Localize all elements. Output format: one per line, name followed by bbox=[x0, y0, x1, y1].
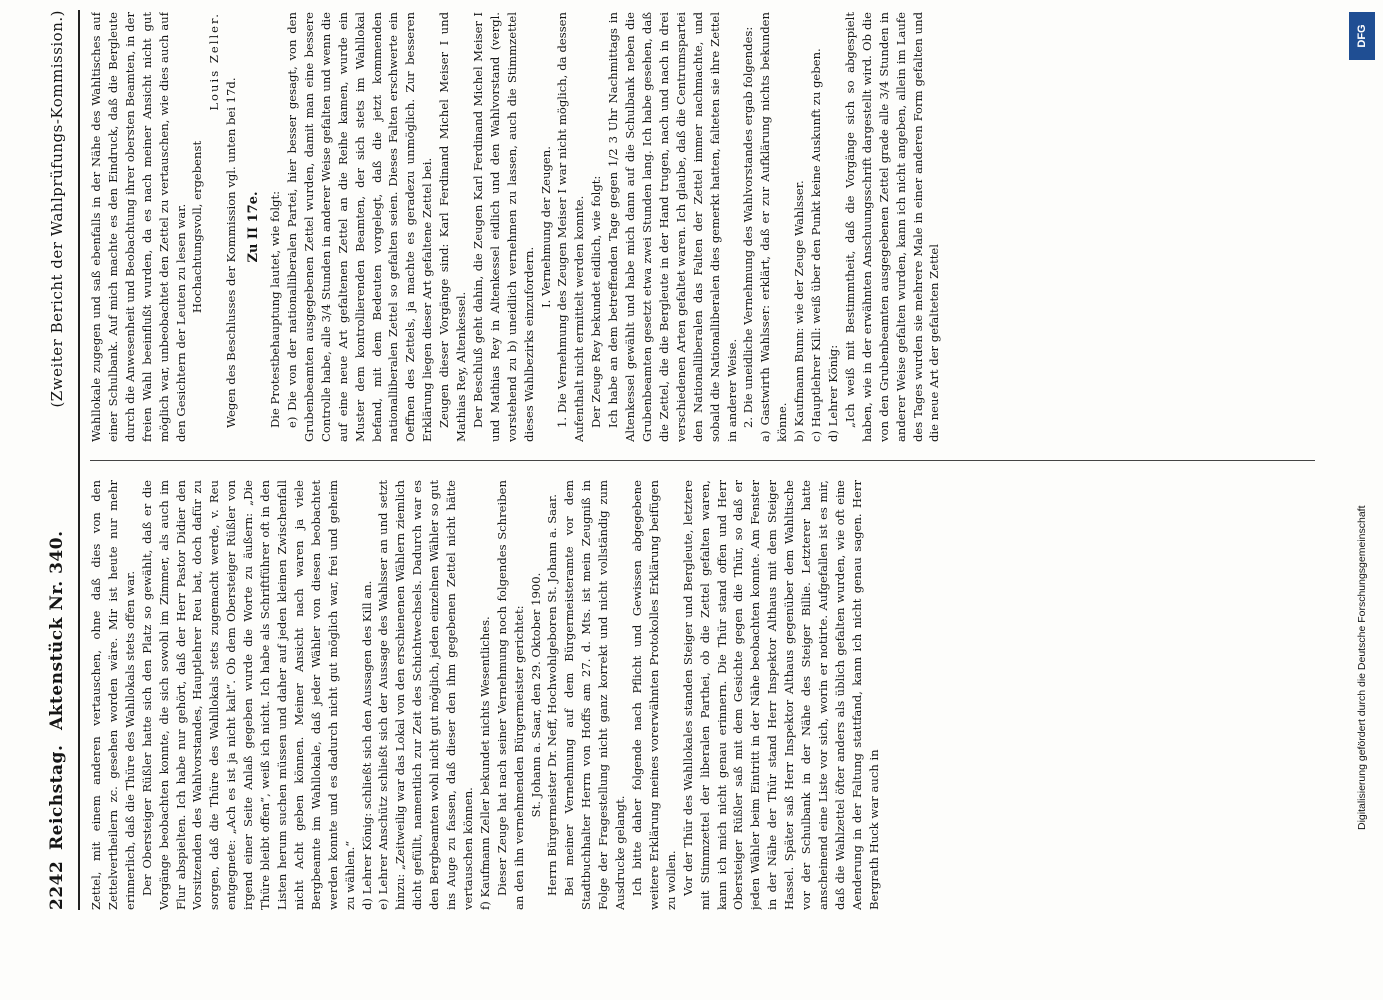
paragraph: Die Protestbehauptung lautet, wie folgt: bbox=[268, 190, 283, 428]
paragraph: 1. Die Vernehmung des Zeugen Meiser I war nicht möglich, da dessen Aufenthalt nicht ermittelt werden konnte. bbox=[555, 12, 587, 442]
paragraph: Wegen des Beschlusses der Kommission vgl. unten bei 17d. bbox=[224, 77, 239, 428]
list-item: b) Kaufmann Bunn: wie der Zeuge Wahlsser. bbox=[792, 180, 807, 442]
paragraph: Wahllokale zugegen und saß ebenfalls in der Nähe des Wahltisches auf einer Schulbank. Auf mich machte es den Eindruck, daß die Bergleute durch die Anwesenheit und Beobachtung ihrer obersten Beamten, in der freien Wahl beeinflußt wurden, da es nach meiner Ansicht nicht gut möglich war, unbeobachtet den Zettel zu vertauschen, wie dies auch auf den Gesichtern der Leuten zu lesen war. bbox=[89, 12, 188, 442]
section-heading: Zu II 17e. bbox=[246, 191, 262, 263]
rotated-text-block bbox=[40, 10, 1330, 910]
paragraph: Dieser Zeuge hat nach seiner Vernehmung noch folgendes Schreiben an den ihn vernehmenden Bürgermeister gerichtet: bbox=[494, 480, 526, 910]
paragraph: Ich habe an dem betreffenden Tage gegen 1/2 3 Uhr Nachmittags in Altenkessel gewählt und habe mich dann auf die Schulbank neben die Grubenbeamten gesetzt etwa zwei Stunden lang. Ich habe gesehen, daß die Zettel, die die Bergleute in der Hand trugen, nach und nach in drei verschiedenen Arten gefaltet waren. Ich glaube, daß die Centrumspartei den Nationalliberalen das Falten der Zettel immer nachmachte, und sobald die Nationalliberalen dies gemerkt hatten, falteten sie ihre Zettel in anderer Weise. bbox=[606, 12, 739, 442]
letter-date: St. Johann a. Saar, den 29. Oktober 1900. bbox=[528, 572, 543, 818]
header-left: Reichstag. bbox=[47, 744, 67, 850]
column-left bbox=[88, 480, 1318, 910]
list-item: a) Gastwirth Wahlsser: erklärt, daß er zur Aufklärung nichts bekunden könne. bbox=[758, 12, 790, 442]
digitization-note bbox=[1349, 70, 1375, 830]
paragraph: Vor der Thür des Wahllokales standen Steiger und Bergleute, letztere mit Stimmzettel der liberalen Parthei, ob die Zettel gefalten waren, kann ich mich nicht genau erinnern. Die Thür stand offen und Herr Obersteiger Rüßler saß mit dem Gesichte gegen die Thür, so daß er jeden Wähler beim Eintritt in der Nähe beobachten konnte. Am Fenster in der Nähe der Thür stand Herr Inspektor Althaus mit dem Steiger Hassel. Später saß Herr Inspektor Althaus gegenüber dem Wahltische vor der Schulbank in der Nähe des Steiger Billie. Letzterer hatte anscheinend eine Liste vor sich, worin er notirte. Aufgefallen ist es mir, daß die Wahlzettel öfter anders als üblich gefalten wurden, wie oft eine Aenderung in der Faltung stattfand, kann ich nicht genau sagen. Herr Bergrath Huck war auch in bbox=[680, 480, 881, 910]
header-right: (Zweiter Bericht der Wahlprüfungs-Kommission.) bbox=[48, 10, 66, 408]
list-item: e) Lehrer Anschütz schließt sich der Aussage des Wahlsser an und setzt hinzu: „Zeitweilig war das Lokal von den erschienenen Wählern ziemlich dicht gefüllt, namentlich zur Zeit des Schichtwechsels. Dadurch war es den Bergbeamten wohl nicht gut möglich, jeden einzelnen Wähler so gut ins Auge zu fassen, daß dieser den ihm gegebenen Zettel nicht hätte vertauschen können. bbox=[376, 480, 475, 910]
list-item: d) Lehrer König: bbox=[825, 344, 840, 442]
paragraph: Ich bitte daher folgende nach Pflicht und Gewissen abgegebene weitere Erklärung meines vorerwähnten Protokolles Erklärung beifügen zu wollen. bbox=[630, 480, 678, 910]
column-separator bbox=[90, 460, 1315, 461]
header-title: Aktenstück Nr. 340. bbox=[47, 530, 67, 730]
paragraph: Zeugen dieser Vorgänge sind: Karl Ferdinand Michel Meiser I und Mathias Rey, Altenkessel. bbox=[437, 12, 469, 442]
paragraph: Zettel, mit einem anderen vertauschen, ohne daß dies von den Zettelvertheilern zc. gesehen worden wäre. Mir ist heute nur mehr erinnerlich, daß die Thüre des Wahllokals stets offen war. bbox=[89, 480, 137, 910]
paragraph: 2. Die uneidliche Vernehmung des Wahlvorstandes ergab folgendes: bbox=[741, 26, 756, 428]
page-number: 2242 bbox=[47, 860, 67, 910]
subheading: I. Vernehmung der Zeugen. bbox=[538, 146, 553, 308]
list-item: d) Lehrer König: schließt sich den Aussagen des Kill an. bbox=[359, 580, 374, 910]
dfg-logo: DFG bbox=[1349, 12, 1375, 60]
paragraph: „Ich weiß mit Bestimmtheit, daß die Vorgänge sich so abgespielt haben, wie in der erwähnten Anschuungsschrift dargestellt wird. Ob die von den Grubenbeamten ausgegebenen Zettel grade alle 3/4 Stunden in anderer Weise gefalten wurden, kann ich nicht angeben, allein im Laufe des Tages wurden sie mehrere Male in einer anderen Form gefalten und die neue Art der gefalteten Zettel bbox=[842, 12, 942, 442]
paragraph: Der Obersteiger Rüßler hatte sich den Platz so gewählt, daß er die Vorgänge beobachten konnte, die sich sowohl im Zimmer, als auch im Flur abspielten. Ich habe nur gehört, daß der Herr Pastor Didier den Vorsitzenden des Wahlvorstandes, Hauptlehrer Reu bat, doch dafür zu sorgen, daß die Thüre des Wahllokals stets zugemacht werde, v. Reu entgegnete: „Ach es ist ja nicht kalt“. Ob dem Obersteiger Rüßler von irgend einer Seite Anlaß gegeben wurde die Worte zu äußern: „Die Thüre bleibt offen“, weiß ich nicht. Ich habe als Schriftführer oft in den Listen herum suchen müssen und daher auf jeden kleinen Zwischenfall nicht Acht geben können. Meiner Ansicht nach waren ja viele Bergbeamte im Wahllokale, daß jeder Wähler von diesen beobachtet werden konnte und es dadurch nicht gut möglich war, frei und geheim zu wählen.“ bbox=[139, 480, 357, 910]
paragraph: Der Zeuge Rey bekundet eidlich, wie folgt: bbox=[589, 175, 604, 428]
list-item: f) Kaufmann Zeller bekundet nichts Wesentliches. bbox=[477, 616, 492, 910]
column-right bbox=[88, 12, 1318, 442]
letter-address: Herrn Bürgermeister Dr. Neff, Hochwohlgeboren St. Johann a. Saar. bbox=[545, 494, 560, 896]
digitization-text: Digitalisierung gefördert durch die Deutsche Forschungsgemeinschaft bbox=[1356, 505, 1368, 830]
paragraph: e) Die von der nationalliberalen Partei, hier besser gesagt, von den Grubenbeamten ausgegebenen Zettel wurden, damit man eine bessere Controlle habe, alle 3/4 Stunden in anderer Weise gefalten und wenn die auf eine neue Art gefaltenen Zettel an die Reihe kamen, wurde ein Muster dem kontrollierenden Beamten, der sich stets im Wahllokal befand, mit dem Bedeuten vorgelegt, daß die jetzt kommenden nationalliberalen Zettel so gefalten seien. Dieses Falten erschwerte ein Oeffnen des Zettels, ja machte es geradezu unmöglich. Zur besseren Erklärung liegen dieser Art gefaltene Zettel bei. bbox=[284, 12, 435, 442]
letter-signature: Louis Zeller. bbox=[207, 12, 222, 111]
header-rule bbox=[78, 10, 80, 910]
letter-closing: Hochachtungsvoll, ergebenst bbox=[190, 140, 205, 314]
page-header bbox=[40, 10, 74, 910]
paragraph: Bei meiner Vernehmung auf dem Bürgermeisteramte vor dem Stadtbuchhalter Herrn von Hoffs am 27. d. Mts. ist mein Zeugniß in Folge der Fragestellung nicht ganz korrekt und nicht vollständig zum Ausdrucke gelangt. bbox=[562, 480, 628, 910]
list-item: c) Hauptlehrer Kill: weiß über den Punkt keine Auskunft zu geben. bbox=[809, 48, 824, 442]
paragraph: Der Beschluß geht dahin, die Zeugen Karl Ferdinand Michel Meiser I und Mathias Rey in Altenkessel eidlich und den Wahlvorstand (vergl. vorstehend zu b) uneidlich vernehmen zu lassen, auch die Stimmzettel dieses Wahlbezirks einzufordern. bbox=[470, 12, 536, 442]
